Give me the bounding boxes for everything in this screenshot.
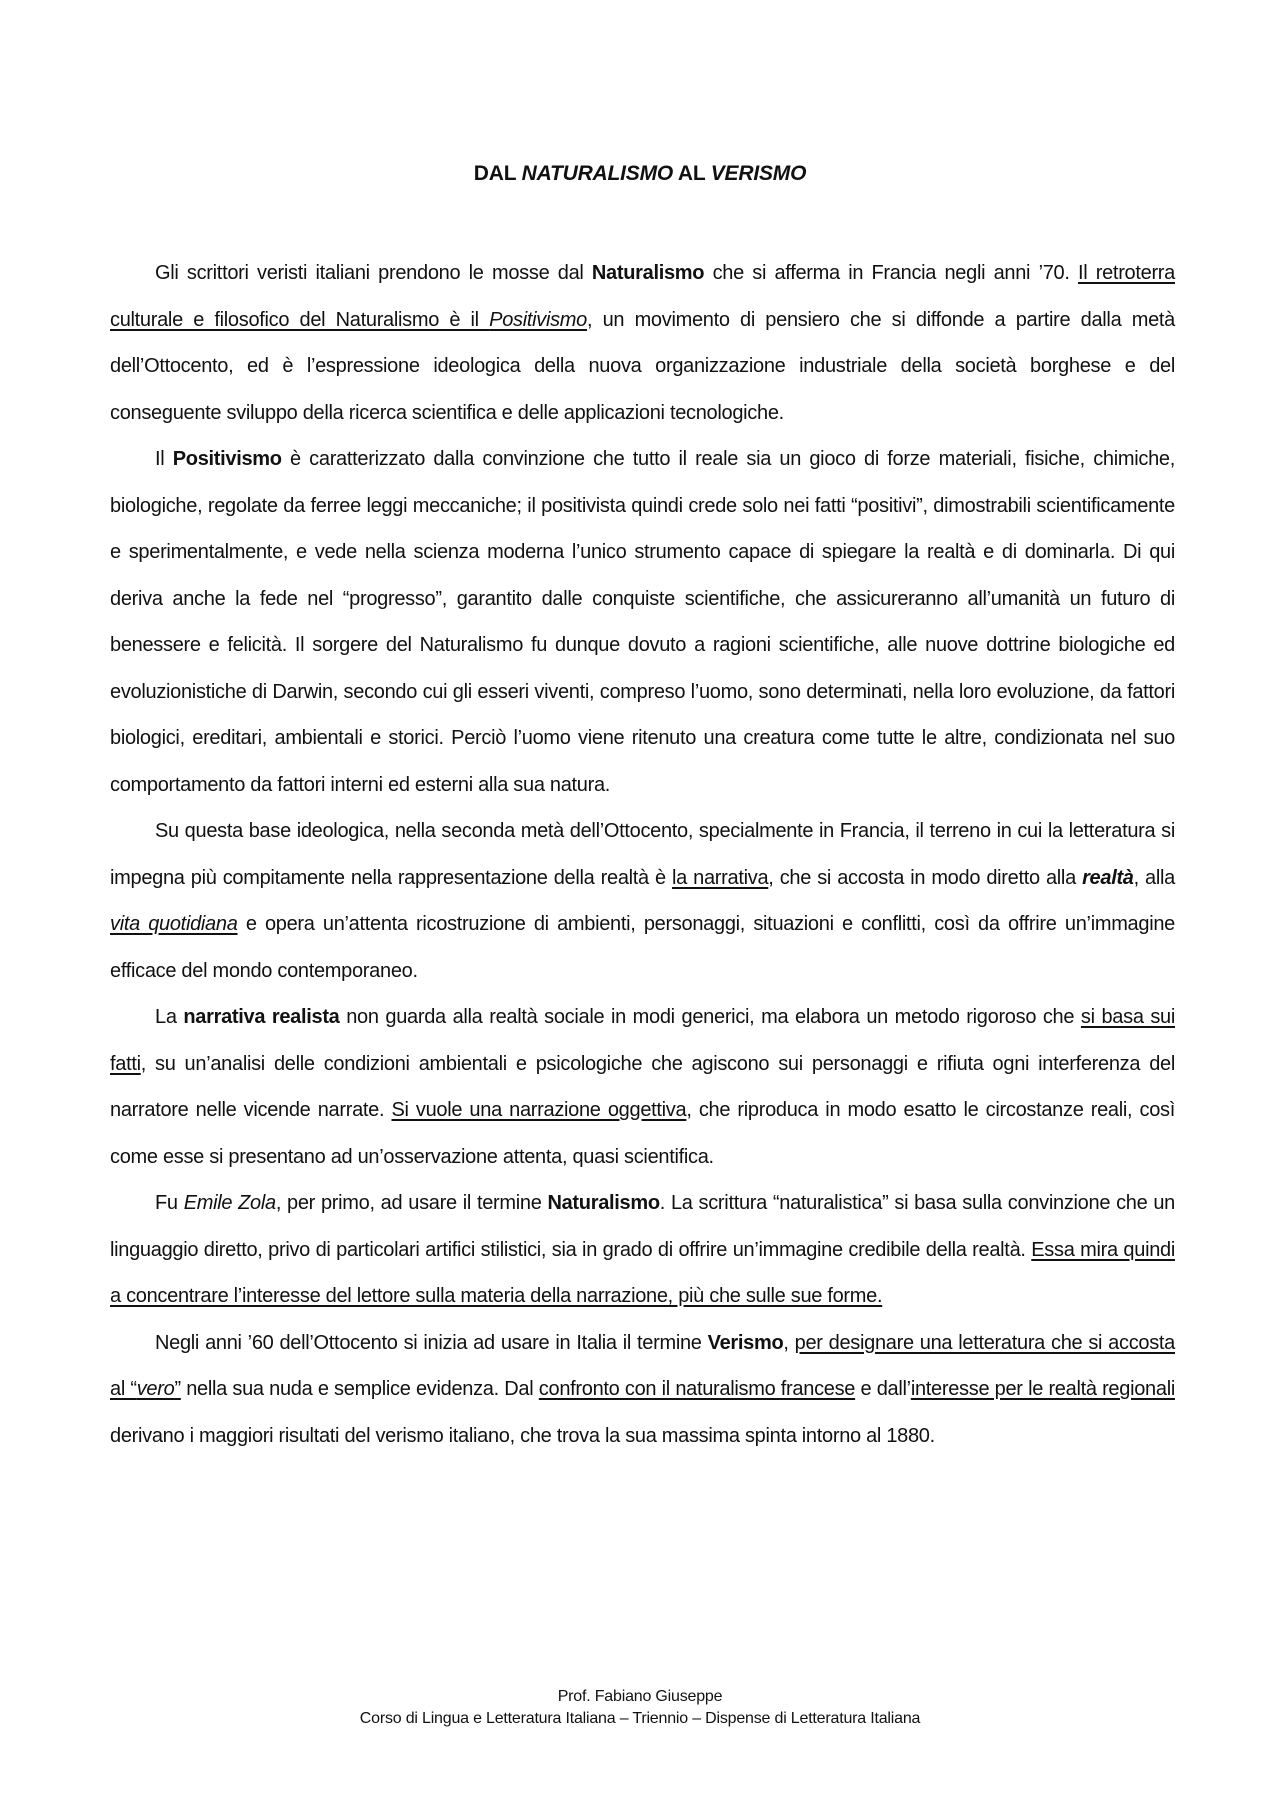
paragraph-3: Su questa base ideologica, nella seconda metà dell’Ottocento, specialmente in Francia, il terreno in cui la letteratura si impegna più compitamente nella rappresentazione della realtà è la narrativa, che si accosta in modo diretto alla realtà, alla vita quotidiana e opera un’attenta ricostruzione di ambienti, personaggi, situazioni e conflitti, così da offrire un’immagine efficace del mondo contemporaneo. <box>110 820 1175 982</box>
page-footer <box>0 1686 1280 1730</box>
keyword-positivismo: Positivismo <box>172 448 282 470</box>
keyword-vero: vero <box>136 1378 175 1400</box>
paragraph-6: Negli anni ’60 dell’Ottocento si inizia ad usare in Italia il termine Verismo, per designare una letteratura che si accosta al “vero” nella sua nuda e semplice evidenza. Dal confronto con il naturalismo francese e dall’interesse per le realtà regionali derivano i maggiori risultati del verismo italiano, che trova la sua massima spinta intorno al 1880. <box>110 1331 1176 1447</box>
paragraph-2: Il Positivismo è caratterizzato dalla convinzione che tutto il reale sia un gioco di forze materiali, fisiche, chimiche, biologiche, regolate da ferree leggi meccaniche; il positivista quindi crede solo nei fatti “positivi”, dimostrabili scientificamente e sperimentalmente, e vede nella scienza moderna l’unico strumento capace di spiegare la realtà e di dominarla. Di qui deriva anche la fede nel “progresso”, garantito dalle conquiste scientifiche, che assicureranno all’umanità un futuro di benessere e felicità. Il sorgere del Naturalismo fu dunque dovuto a ragioni scientifiche, alle nuove dottrine biologiche ed evoluzionistiche di Darwin, secondo cui gli esseri viventi, compreso l’uomo, sono determinati, nella loro evoluzione, da fattori biologici, ereditari, ambientali e storici. Perciò l’uomo viene ritenuto una creatura come tutte le altre, condizionata nel suo comportamento da fattori interni ed esterni alla sua natura. <box>110 448 1175 796</box>
paragraph-4: La narrativa realista non guarda alla realtà sociale in modi generici, ma elabora un metodo rigoroso che si basa sui fatti, su un’analisi delle condizioni ambientali e psicologiche che agiscono sui personaggi e rifiuta ogni interferenza del narratore nelle vicende narrate. Si vuole una narrazione oggettiva, che riproduca in modo esatto le circostanze reali, così come esse si presentano ad un’osservazione attenta, quasi scientifica. <box>110 1006 1176 1168</box>
author-name: Emile Zola <box>183 1192 276 1214</box>
title-middle: AL <box>673 162 711 186</box>
paragraph-5: Fu Emile Zola, per primo, ad usare il termine Naturalismo. La scrittura “naturalistica” si basa sulla convinzione che un linguaggio diretto, privo di particolari artifici stilistici, sia in grado di offrire un’immagine credibile della realtà. Essa mira quindi a concentrare l’interesse del lettore sulla materia della narrazione, più che sulle sue forme. <box>110 1192 1176 1307</box>
keyword-realta: realtà <box>1082 866 1134 889</box>
body-text <box>110 250 1175 1459</box>
underlined-phrase: confronto con il naturalismo francese <box>538 1378 856 1400</box>
keyword-narrativa-realista: narrativa realista <box>183 1006 340 1028</box>
footer-course: Corso di Lingua e Letteratura Italiana – Triennio – Dispense di Letteratura Italiana <box>359 1710 921 1727</box>
keyword-verismo: Verismo <box>707 1331 784 1354</box>
underlined-phrase: Il retroterra culturale e filosofico del Naturalismo è il Positivismo <box>110 262 1175 331</box>
underlined-phrase: per designare una letteratura che si accosta al “vero” <box>110 1331 1176 1400</box>
underlined-phrase: Si vuole una narrazione oggettiva <box>391 1099 687 1121</box>
title-term-naturalismo: NATURALISMO <box>521 162 674 186</box>
title-prefix: DAL <box>473 162 522 186</box>
underlined-phrase: si basa sui fatti <box>110 1006 1176 1075</box>
paragraph-1: Gli scrittori veristi italiani prendono le mosse dal Naturalismo che si afferma in Francia negli anni ’70. Il retroterra culturale e filosofico del Naturalismo è il Positivismo, un movimento di pensiero che si diffonde a partire dalla metà dell’Ottocento, ed è l’espressione ideologica della nuova organizzazione industriale della società borghese e del conseguente sviluppo della ricerca scientifica e delle applicazioni tecnologiche. <box>110 262 1175 424</box>
underlined-phrase: Essa mira quindi a concentrare l’interesse del lettore sulla materia della narrazione, più che sulle sue forme. <box>110 1238 1176 1307</box>
underlined-phrase: la narrativa <box>672 866 769 889</box>
underlined-phrase: interesse per le realtà regionali <box>910 1378 1175 1400</box>
keyword-naturalismo: Naturalismo <box>547 1192 660 1214</box>
page-title <box>0 162 1280 186</box>
keyword-positivismo: Positivismo <box>489 308 587 331</box>
title-term-verismo: VERISMO <box>710 162 807 186</box>
keyword-naturalismo: Naturalismo <box>591 262 705 284</box>
underlined-phrase: vita quotidiana <box>110 913 238 935</box>
footer-author: Prof. Fabiano Giuseppe <box>557 1688 723 1705</box>
